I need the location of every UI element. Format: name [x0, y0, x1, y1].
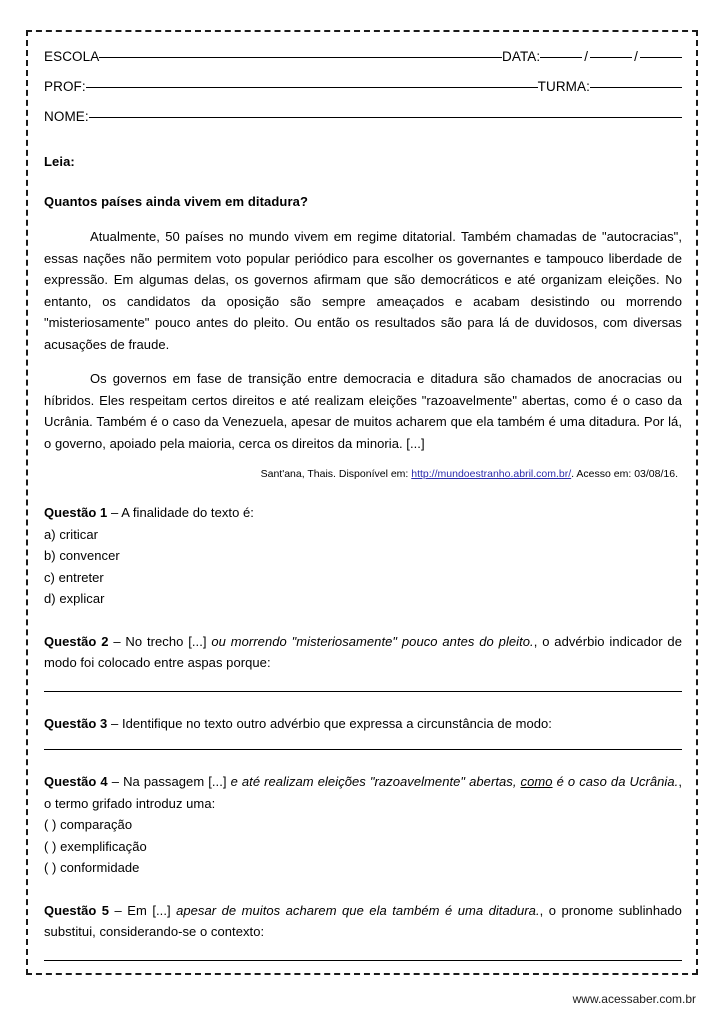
question-4-alt-1[interactable]: ( ) comparação	[44, 817, 133, 832]
nome-label: NOME:	[44, 109, 89, 124]
field-row-prof-turma	[44, 72, 682, 102]
question-4-alt-2[interactable]: ( ) exemplificação	[44, 838, 147, 854]
field-row-nome	[44, 102, 682, 132]
turma-input-line[interactable]	[590, 86, 682, 88]
question-4-alt-3[interactable]: ( ) conformidade	[44, 860, 140, 875]
question-2-quoted-excerpt: ou morrendo "misteriosamente" pouco antes do pleito.	[211, 633, 534, 649]
nome-input-line[interactable]	[89, 116, 682, 118]
dashed-border-frame	[26, 30, 698, 975]
question-4-prompt-before: Na passagem [...]	[123, 774, 231, 789]
article-paragraph-1: Atualmente, 50 países no mundo vivem em regime ditatorial. Também chamadas de "autocracias", essas nações não permitem voto popular periódico para escolher os governantes e tampouco liberdade de expressão. Em algumas delas, os governos afirmam que são democráticos e até organizam eleições. No entanto, os candidatos da oposição são sempre ameaçados e acabam desistindo ou morrendo "misteriosamente" pouco antes do pleito. Ou então os resultados são para lá de duvidosos, com diversas acusações de fraude.	[44, 229, 682, 352]
question-2-answer-line[interactable]	[44, 690, 682, 692]
question-1	[44, 502, 682, 524]
question-2-prompt-before: No trecho [...]	[125, 633, 212, 649]
question-4-quoted-excerpt-b: é o caso da Ucrânia.	[552, 774, 679, 789]
footer-site-url: www.acessaber.com.br	[572, 992, 696, 1006]
question-4-prompt-after: , o termo grifado introduz uma:	[44, 774, 682, 811]
question-1-alt-a[interactable]: a) criticar	[44, 526, 98, 542]
question-5-prompt-before: Em [...]	[127, 902, 177, 918]
source-author: Sant'ana, Thais. Disponível em:	[260, 468, 412, 480]
question-5-quoted-excerpt: apesar de muitos acharem que ela também é uma ditadura.	[176, 902, 540, 918]
question-3-label: Questão 3	[44, 715, 108, 731]
data-slash-1: /	[584, 49, 589, 64]
question-2-dash: –	[113, 633, 121, 649]
question-4	[44, 771, 682, 814]
data-label: DATA:	[502, 49, 541, 64]
footer	[0, 992, 724, 1006]
question-3-dash: –	[110, 715, 119, 731]
question-5-answer-line[interactable]	[44, 959, 682, 961]
data-day-input-line[interactable]	[540, 56, 582, 58]
data-slash-2: /	[634, 49, 638, 64]
question-5	[44, 900, 682, 943]
prof-label: PROF:	[44, 79, 86, 94]
question-1-alt-c[interactable]: c) entreter	[44, 569, 104, 585]
question-1-alt-b[interactable]: b) convencer	[44, 548, 120, 563]
question-1-alt-d[interactable]: d) explicar	[44, 591, 105, 606]
question-2-prompt-after: , o advérbio indicador de modo foi colocado entre aspas porque:	[44, 633, 682, 670]
question-4-label: Questão 4	[44, 774, 108, 789]
question-4-quoted-excerpt-a: e até realizam eleições "razoavelmente" abertas,	[230, 774, 521, 789]
article-paragraph-2: Os governos em fase de transição entre democracia e ditadura são chamados de anocracias ou híbridos. Eles respeitam certos direitos e até realizam eleições "razoavelmente" abertas, como é o caso da Ucrânia. Também é o caso da Venezuela, apesar de muitos acharem que ela também é uma ditadura. Por lá, o governo, apoiado pela maioria, cerca os direitos da minoria. [...]	[44, 371, 682, 451]
question-2-label: Questão 2	[44, 633, 109, 649]
prof-input-line[interactable]	[86, 86, 538, 88]
source-access-date: . Acesso em: 03/08/16.	[571, 468, 678, 480]
source-url-link[interactable]: http://mundoestranho.abril.com.br/	[411, 468, 572, 480]
escola-input-line[interactable]	[99, 56, 502, 58]
data-month-input-line[interactable]	[590, 56, 632, 58]
sheet-content	[44, 42, 682, 963]
article-title: Quantos países ainda vivem em ditadura?	[44, 194, 308, 209]
question-5-label: Questão 5	[44, 902, 110, 918]
data-year-input-line[interactable]	[640, 56, 682, 58]
question-4-highlighted-term: como	[520, 774, 553, 789]
escola-label: ESCOLA	[44, 49, 100, 64]
turma-label: TURMA:	[537, 79, 590, 94]
read-instruction: Leia:	[44, 154, 75, 169]
question-3-prompt: Identifique no texto outro advérbio que expressa a circunstância de modo:	[121, 715, 552, 731]
question-4-dash: –	[111, 774, 120, 789]
question-5-dash: –	[114, 902, 122, 918]
question-1-dash: –	[110, 505, 119, 520]
question-2	[44, 631, 682, 674]
field-row-escola-data	[44, 42, 682, 72]
question-3	[44, 713, 682, 735]
question-1-prompt: A finalidade do texto é:	[121, 505, 254, 520]
question-1-label: Questão 1	[44, 505, 108, 520]
question-5-prompt-after: , o pronome sublinhado substitui, considerando-se o contexto:	[44, 902, 682, 939]
question-3-answer-line[interactable]	[44, 748, 682, 750]
source-citation	[44, 467, 682, 481]
